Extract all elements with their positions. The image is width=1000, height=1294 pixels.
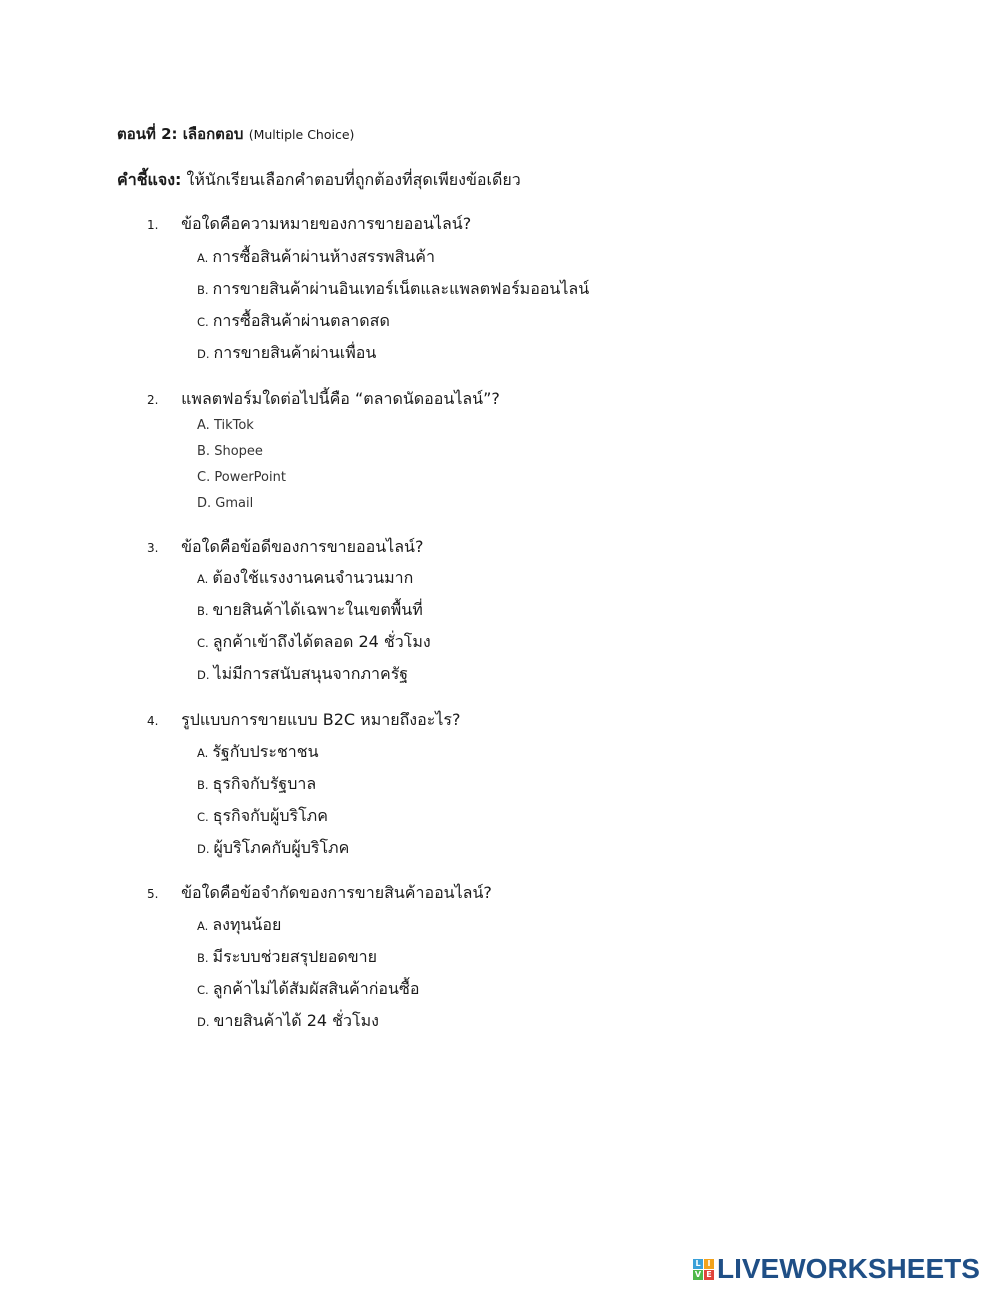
- choice-text: ลูกค้าไม่ได้สัมผัสสินค้าก่อนซื้อ: [212, 979, 420, 998]
- question-text: แพลตฟอร์มใดต่อไปนี้คือ “ตลาดนัดออนไลน์”?: [181, 389, 500, 408]
- instructions-text: ให้นักเรียนเลือกคำตอบที่ถูกต้องที่สุดเพียงข้อเดียว: [186, 170, 521, 189]
- choice-letter: B.: [197, 444, 211, 459]
- choice-text: การซื้อสินค้าผ่านห้างสรรพสินค้า: [212, 247, 435, 266]
- question-text: ข้อใดคือความหมายของการขายออนไลน์?: [181, 214, 472, 233]
- question-5-choice-b[interactable]: [197, 945, 377, 970]
- choice-text: การซื้อสินค้าผ่านตลาดสด: [212, 311, 390, 330]
- choice-text: ธุรกิจกับรัฐบาล: [212, 774, 317, 793]
- question-number: 4.: [147, 714, 159, 728]
- choice-letter: B.: [197, 951, 209, 965]
- question-5-choice-c[interactable]: [197, 977, 419, 1002]
- choice-letter: D.: [197, 668, 210, 682]
- liveworksheets-logo: [693, 1254, 980, 1284]
- logo-icon: [693, 1259, 714, 1280]
- choice-text: ผู้บริโภคกับผู้บริโภค: [213, 838, 350, 857]
- choice-letter: D.: [197, 496, 212, 511]
- question-1-choice-c[interactable]: [197, 309, 390, 334]
- choice-text: ขายสินค้าได้ 24 ชั่วโมง: [213, 1011, 379, 1030]
- question-number: 2.: [147, 393, 159, 407]
- question-3: [147, 535, 423, 560]
- choice-letter: A.: [197, 251, 209, 265]
- instructions-label: คำชี้แจง:: [117, 170, 182, 189]
- question-2-choice-d[interactable]: [197, 496, 253, 511]
- logo-icon-letter: V: [694, 1269, 702, 1279]
- choice-text: รัฐกับประชาชน: [212, 742, 319, 761]
- choice-letter: C.: [197, 810, 209, 824]
- choice-letter: C.: [197, 636, 209, 650]
- logo-icon-letter: I: [704, 1259, 714, 1269]
- question-2-choice-c[interactable]: [197, 470, 286, 485]
- choice-text: ขายสินค้าได้เฉพาะในเขตพื้นที่: [212, 600, 423, 619]
- choice-letter: D.: [197, 347, 210, 361]
- question-5-choice-a[interactable]: [197, 913, 281, 938]
- choice-text: Gmail: [215, 496, 254, 511]
- choice-letter: A.: [197, 919, 209, 933]
- question-2-choice-b[interactable]: [197, 444, 263, 459]
- choice-text: ลงทุนน้อย: [212, 915, 282, 934]
- logo-icon-letter: E: [704, 1270, 714, 1280]
- choice-letter: D.: [197, 1015, 210, 1029]
- question-2: [147, 387, 500, 412]
- logo-text: LIVEWORKSHEETS: [717, 1253, 980, 1284]
- question-4-choice-b[interactable]: [197, 772, 316, 797]
- question-5-choice-d[interactable]: [197, 1009, 379, 1034]
- choice-text: มีระบบช่วยสรุปยอดขาย: [212, 947, 377, 966]
- choice-letter: C.: [197, 315, 209, 329]
- choice-text: ไม่มีการสนับสนุนจากภาครัฐ: [213, 664, 409, 683]
- question-text: ข้อใดคือข้อจำกัดของการขายสินค้าออนไลน์?: [181, 883, 492, 902]
- question-3-choice-c[interactable]: [197, 630, 431, 655]
- question-4: [147, 708, 460, 733]
- choice-letter: C.: [197, 983, 209, 997]
- question-1-choice-d[interactable]: [197, 341, 376, 366]
- instructions: [117, 168, 521, 193]
- question-number: 5.: [147, 887, 159, 901]
- choice-letter: B.: [197, 778, 209, 792]
- choice-text: การขายสินค้าผ่านอินเทอร์เน็ตและแพลตฟอร์มออนไลน์: [212, 279, 590, 298]
- question-3-choice-a[interactable]: [197, 566, 413, 591]
- question-2-choice-a[interactable]: [197, 418, 254, 433]
- question-number: 1.: [147, 218, 159, 232]
- choice-letter: A.: [197, 418, 210, 433]
- question-3-choice-b[interactable]: [197, 598, 423, 623]
- question-1-choice-a[interactable]: [197, 245, 435, 270]
- choice-letter: A.: [197, 572, 209, 586]
- choice-letter: A.: [197, 746, 209, 760]
- choice-text: ลูกค้าเข้าถึงได้ตลอด 24 ชั่วโมง: [212, 632, 431, 651]
- question-4-choice-a[interactable]: [197, 740, 319, 765]
- question-text: รูปแบบการขายแบบ B2C หมายถึงอะไร?: [181, 710, 461, 729]
- choice-text: การขายสินค้าผ่านเพื่อน: [213, 343, 377, 362]
- question-1: [147, 212, 471, 237]
- section-title-text: ตอนที่ 2: เลือกตอบ: [117, 125, 244, 143]
- choice-letter: C.: [197, 470, 211, 485]
- choice-letter: B.: [197, 604, 209, 618]
- choice-text: PowerPoint: [214, 470, 286, 485]
- choice-letter: D.: [197, 842, 210, 856]
- question-1-choice-b[interactable]: [197, 277, 589, 302]
- question-4-choice-d[interactable]: [197, 836, 349, 861]
- question-4-choice-c[interactable]: [197, 804, 328, 829]
- logo-icon-letter: L: [693, 1259, 703, 1269]
- question-text: ข้อใดคือข้อดีของการขายออนไลน์?: [181, 537, 424, 556]
- section-title-english: (Multiple Choice): [248, 127, 355, 142]
- choice-text: ต้องใช้แรงงานคนจำนวนมาก: [212, 568, 414, 587]
- choice-text: Shopee: [214, 444, 263, 459]
- question-5: [147, 881, 492, 906]
- choice-text: ธุรกิจกับผู้บริโภค: [212, 806, 328, 825]
- question-number: 3.: [147, 541, 159, 555]
- section-title: [117, 122, 354, 146]
- choice-letter: B.: [197, 283, 209, 297]
- question-3-choice-d[interactable]: [197, 662, 408, 687]
- choice-text: TikTok: [213, 418, 254, 433]
